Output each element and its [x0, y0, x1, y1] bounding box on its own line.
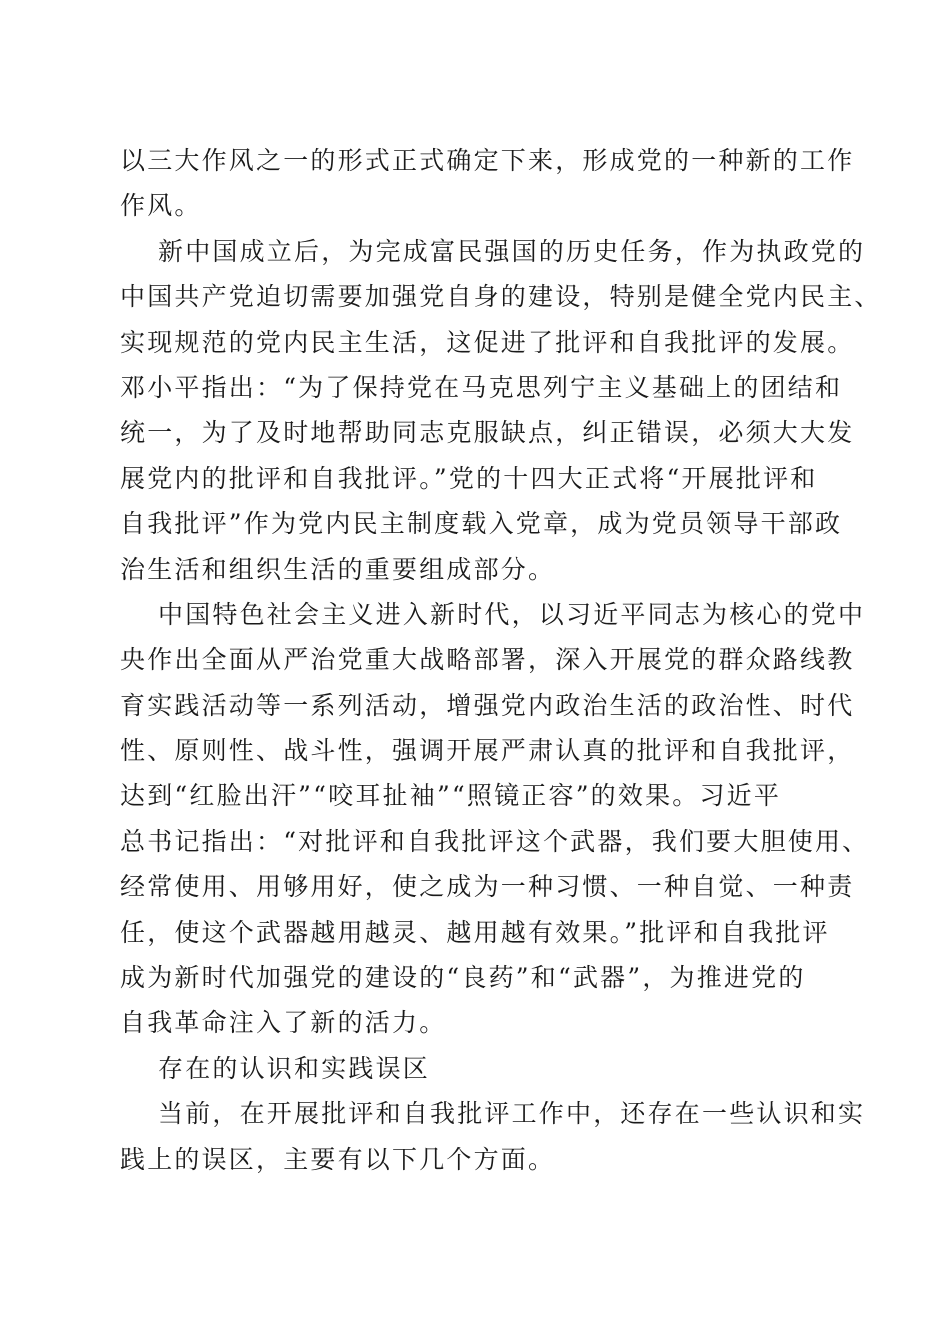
text-line: 统一，为了及时地帮助同志克服缺点，纠正错误，必须大大发: [120, 418, 855, 448]
text-line: 践上的误区，主要有以下几个方面。: [120, 1144, 556, 1174]
text-line: 当前，在开展批评和自我批评工作中，还存在一些认识和实: [158, 1099, 866, 1129]
text-line: 性、原则性、战斗性，强调开展严肃认真的批评和自我批评，: [120, 736, 855, 766]
text-line: 任，使这个武器越用越灵、越用越有效果。”批评和自我批评: [120, 917, 830, 947]
text-line: 达到“红脸出汗”“咬耳扯袖”“照镜正容”的效果。习近平: [120, 781, 782, 811]
text-line: 存在的认识和实践误区: [158, 1053, 431, 1083]
text-line: 央作出全面从严治党重大战略部署，深入开展党的群众路线教: [120, 645, 855, 675]
text-line: 实现规范的党内民主生活，这促进了批评和自我批评的发展。: [120, 327, 855, 357]
text-line: 作风。: [120, 191, 202, 221]
text-line: 育实践活动等一系列活动，增强党内政治生活的政治性、时代: [120, 690, 855, 720]
text-line: 自我批评”作为党内民主制度载入党章，成为党员领导干部政: [120, 509, 843, 539]
text-line: 治生活和组织生活的重要组成部分。: [120, 554, 556, 584]
text-line: 中国共产党迫切需要加强党自身的建设，特别是健全党内民主、: [120, 282, 882, 312]
body-text: [120, 138, 882, 1182]
text-line: 成为新时代加强党的建设的“良药”和“武器”，为推进党的: [120, 963, 806, 993]
text-line: 邓小平指出：“为了保持党在马克思列宁主义基础上的团结和: [120, 372, 843, 402]
text-line: 经常使用、用够用好，使之成为一种习惯、一种自觉、一种责: [120, 872, 855, 902]
text-line: 总书记指出：“对批评和自我批评这个武器，我们要大胆使用、: [120, 826, 870, 856]
text-line: 自我革命注入了新的活力。: [120, 1008, 447, 1038]
text-line: 展党内的批评和自我批评。”党的十四大正式将“开展批评和: [120, 463, 818, 493]
text-line: 新中国成立后，为完成富民强国的历史任务，作为执政党的: [158, 236, 866, 266]
text-line: 以三大作风之一的形式正式确定下来，形成党的一种新的工作: [120, 146, 855, 175]
text-line: 中国特色社会主义进入新时代，以习近平同志为核心的党中: [158, 599, 866, 629]
